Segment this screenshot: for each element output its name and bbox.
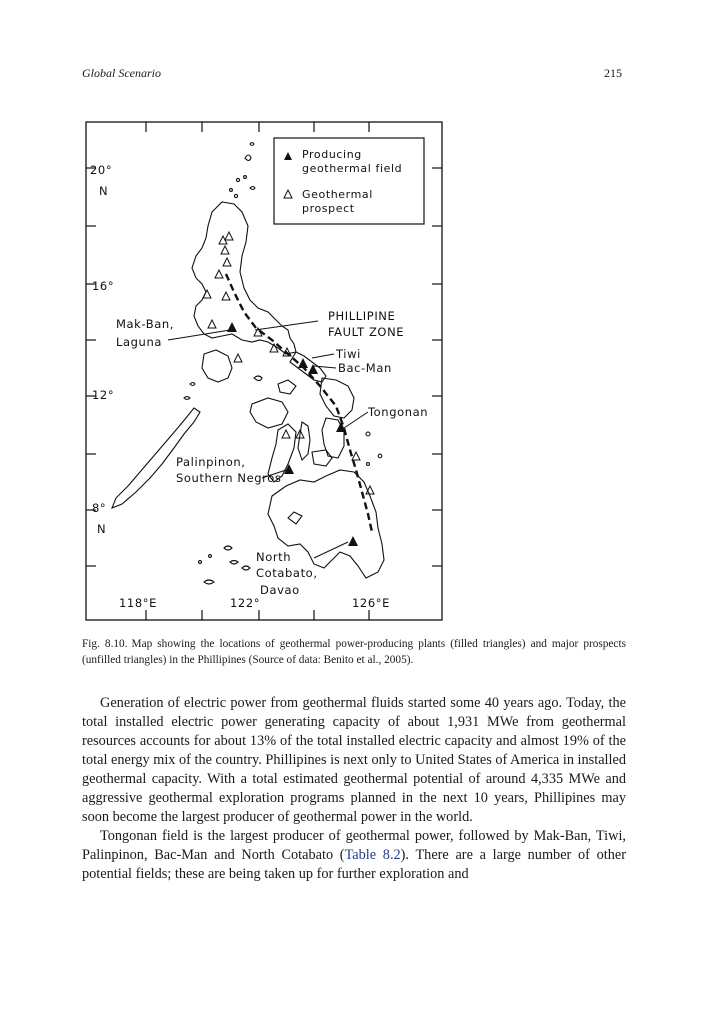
paragraph-2-start: Tongonan field is the largest producer of geothermal power, followed by Mak-Ban, Tiwi, Palinpinon, Bac-Man and North Cotabato ( bbox=[82, 828, 626, 863]
caption-label: Fig. 8.10. bbox=[82, 638, 128, 650]
legend-prospect-line2: prospect bbox=[302, 202, 355, 215]
figure-caption bbox=[82, 636, 626, 668]
legend-producing-line2: geothermal field bbox=[302, 162, 403, 175]
table-reference-link[interactable]: Table 8.2 bbox=[344, 847, 401, 863]
label-laguna: Laguna bbox=[116, 335, 162, 349]
label-cotabato: Cotabato, bbox=[256, 566, 318, 580]
lat-12-label: 12° bbox=[92, 388, 115, 402]
label-davao: Davao bbox=[260, 583, 300, 597]
label-tiwi: Tiwi bbox=[336, 347, 361, 361]
lat-20-dir-label: N bbox=[99, 184, 109, 198]
running-title: Global Scenario bbox=[82, 66, 161, 80]
label-fault-zone-2: FAULT ZONE bbox=[328, 325, 405, 339]
legend-producing-line1: Producing bbox=[302, 148, 362, 161]
body-text bbox=[82, 694, 626, 884]
paragraph-1: Generation of electric power from geothermal fluids started some 40 years ago. Today, the total installed electric power generating capacity of about 1,931 MWe from geothermal resources accounts for about 13% of the total installed electric capacity and almost 19% of the total energy mix of the country. Phillipines is next only to United States of America in installed geothermal capacity. With a total estimated geothermal potential of around 4,335 MWe and aggressive geothermal exploration programs planned in the next 10 years, Phillipines may soon become the largest producer of geothermal power in the world. bbox=[82, 695, 626, 825]
running-head bbox=[82, 66, 622, 82]
legend-prospect-line1: Geothermal bbox=[302, 188, 373, 201]
label-north: North bbox=[256, 550, 292, 564]
lon-118-label: 118°E bbox=[119, 596, 157, 610]
lon-126-label: 126°E bbox=[352, 596, 390, 610]
lat-16-label: 16° bbox=[92, 279, 115, 293]
lat-8-dir-label: N bbox=[97, 522, 107, 536]
paragraph-2-end: ). There are a large number of other potential fields; these are being taken up for further exploration and bbox=[82, 847, 626, 882]
label-fault-zone-1: PHILLIPINE bbox=[328, 309, 396, 323]
label-southern-negros: Southern Negros bbox=[176, 471, 282, 485]
paragraph-2 bbox=[82, 827, 626, 884]
label-tongonan: Tongonan bbox=[368, 405, 429, 419]
lon-122-label: 122° bbox=[230, 596, 261, 610]
figure-map bbox=[82, 116, 626, 624]
lat-8-label: 8° bbox=[92, 501, 107, 515]
label-bacman: Bac-Man bbox=[338, 361, 392, 375]
label-palinpinon: Palinpinon, bbox=[176, 455, 246, 469]
map-svg bbox=[82, 116, 626, 624]
lat-20-label: 20° bbox=[90, 163, 113, 177]
page-number: 215 bbox=[604, 66, 622, 80]
caption-text: Map showing the locations of geothermal power-producing plants (filled triangles) and major prospects (unfilled triangles) in the Phillipines (Source of data: Benito et al., 2005). bbox=[82, 638, 626, 666]
label-makban: Mak-Ban, bbox=[116, 317, 175, 331]
